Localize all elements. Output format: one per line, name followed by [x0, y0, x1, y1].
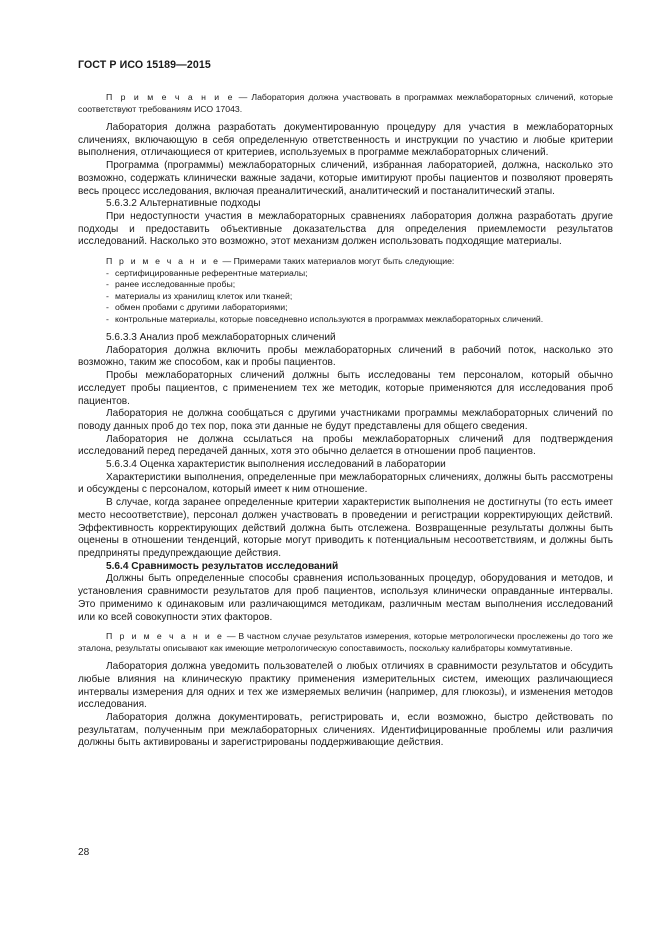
note-1 — [78, 92, 613, 115]
document-header: ГОСТ Р ИСО 15189—2015 — [78, 59, 211, 71]
section-heading-5-6-3-4: 5.6.3.4 Оценка характеристик выполнения исследований в лаборатории — [106, 459, 446, 471]
list-dash: - — [106, 279, 109, 290]
note-text: Примерами таких материалов могут быть следующие: — [233, 256, 455, 267]
paragraph: Лаборатория не должна ссылаться на пробы межлабораторных сличений для подтверждения исследований перед передачей данных, хотя это обычно делается в отношении проб пациентов. — [78, 433, 613, 458]
note-text: В частном случае результатов измерения, которые метрологически прослежены до того же эталона, результаты описывают как имеющие метрологическую сопоставимость, поскольку калибраторы коммутативные. — [78, 631, 613, 653]
paragraph: Программа (программы) межлабораторных сличений, избранная лабораторией, должна, насколько это возможно, содержать клинически важные задачи, которые имитируют пробы пациентов и позволяют проверять весь процесс исследования, включая преаналитический, аналитический и постаналитический этапы. — [78, 160, 613, 197]
materials-list — [78, 268, 613, 326]
list-item — [78, 302, 613, 314]
paragraph: Лаборатория должна разработать документированную процедуру для участия в межлабораторных сличениях, включающую в себя определенную ответственность и инструкции по участию и любые критерии выполнения, отличающиеся от критериев, используемых в программе межлабораторных сличений. — [78, 122, 613, 159]
note-label: П р и м е ч а н и е — [106, 92, 235, 102]
note-label: П р и м е ч а н и е — [106, 631, 224, 642]
list-item — [78, 279, 613, 291]
note-label: П р и м е ч а н и е — [106, 256, 221, 267]
list-item-text: обмен пробами с другими лабораториями; — [115, 302, 288, 313]
paragraph: Пробы межлабораторных сличений должны быть исследованы тем персоналом, который обычно исследует пробы пациентов, с применением тех же методик, которые применяются для исследования проб пациентов. — [78, 370, 613, 407]
note-2 — [78, 256, 613, 268]
list-dash: - — [106, 302, 109, 313]
list-dash: - — [106, 267, 109, 278]
paragraph: Лаборатория не должна сообщаться с другими участниками программы межлабораторных сличений по поводу данных проб до тех пор, пока эти данные не будут представлены для общего сведения. — [78, 408, 613, 432]
section-heading-5-6-3-3: 5.6.3.3 Анализ проб межлабораторных сличений — [106, 332, 336, 344]
section-heading-5-6-3-2: 5.6.3.2 Альтернативные подходы — [106, 198, 261, 210]
list-item-text: сертифицированные референтные материалы; — [115, 267, 308, 278]
document-body — [78, 92, 613, 750]
list-item-text: материалы из хранилищ клеток или тканей; — [115, 290, 293, 301]
list-item — [78, 291, 613, 303]
list-item-text: ранее исследованные пробы; — [115, 279, 236, 290]
list-item-text: контрольные материалы, которые повседневно используются в программах межлабораторных сличений. — [115, 313, 544, 324]
note-dash: — — [224, 631, 239, 642]
note-text: Лаборатория должна участвовать в программах межлабораторных сличений, которые соответствуют требованиям ИСО 17043. — [78, 92, 613, 114]
page-number: 28 — [78, 847, 90, 858]
section-heading-5-6-4: 5.6.4 Сравнимость результатов исследований — [106, 560, 339, 572]
list-item — [78, 268, 613, 280]
note-dash: — — [234, 92, 252, 102]
note-3 — [78, 631, 613, 654]
list-dash: - — [106, 313, 109, 324]
paragraph: Характеристики выполнения, определенные при межлабораторных сличениях, должны быть рассмотрены и обсуждены с персоналом, который имеет к ним отношение. — [78, 471, 613, 496]
paragraph: Лаборатория должна уведомить пользователей о любых отличиях в сравнимости результатов и обсудить любые влияния на клиническую практику применения измерительных систем, имеющих различающиеся интервалы измерения для одних и тех же измеряемых величин (например, для глюкозы), и изменения методов исследования. — [78, 661, 613, 711]
paragraph: Лаборатория должна включить пробы межлабораторных сличений в рабочий поток, насколько это возможно, таким же способом, как и пробы пациентов. — [78, 344, 613, 369]
note-dash: — — [220, 256, 234, 267]
paragraph: Должны быть определенные способы сравнения использованных процедур, оборудования и методов, и установления сравнимости результатов для проб пациентов, используя клинически оправданные интервалы. Это применимо к одинаковым или различающимся методикам, различным местам выполнения исследований или ко всей совокупности этих факторов. — [78, 573, 613, 623]
paragraph: В случае, когда заранее определенные критерии характеристик выполнения не достигнуты (то есть имеет место несоответствие), персонал должен участвовать в проведении и регистрации корректирующих действий. Эффективность корректирующих действий должна быть отслежена. Возвращенные результаты должны быть оценены в отношении тенденций, которые могут приводить к потенциальным несоответствиям, и должны быть предприняты предупреждающие действия. — [78, 497, 613, 559]
paragraph: Лаборатория должна документировать, регистрировать и, если возможно, быстро действовать по результатам, полученным при межлабораторных сличениях. Идентифицированные проблемы или различия должны быть активированы и зарегистрированы поддерживающие действия. — [78, 712, 613, 749]
list-item — [78, 314, 613, 326]
list-dash: - — [106, 290, 109, 301]
paragraph: При недоступности участия в межлабораторных сравнениях лаборатория должна разработать другие подходы и предоставить объективные доказательства для определения приемлемости результатов исследований. Насколько это возможно, этот механизм должен использовать подходящие материалы. — [78, 210, 613, 248]
